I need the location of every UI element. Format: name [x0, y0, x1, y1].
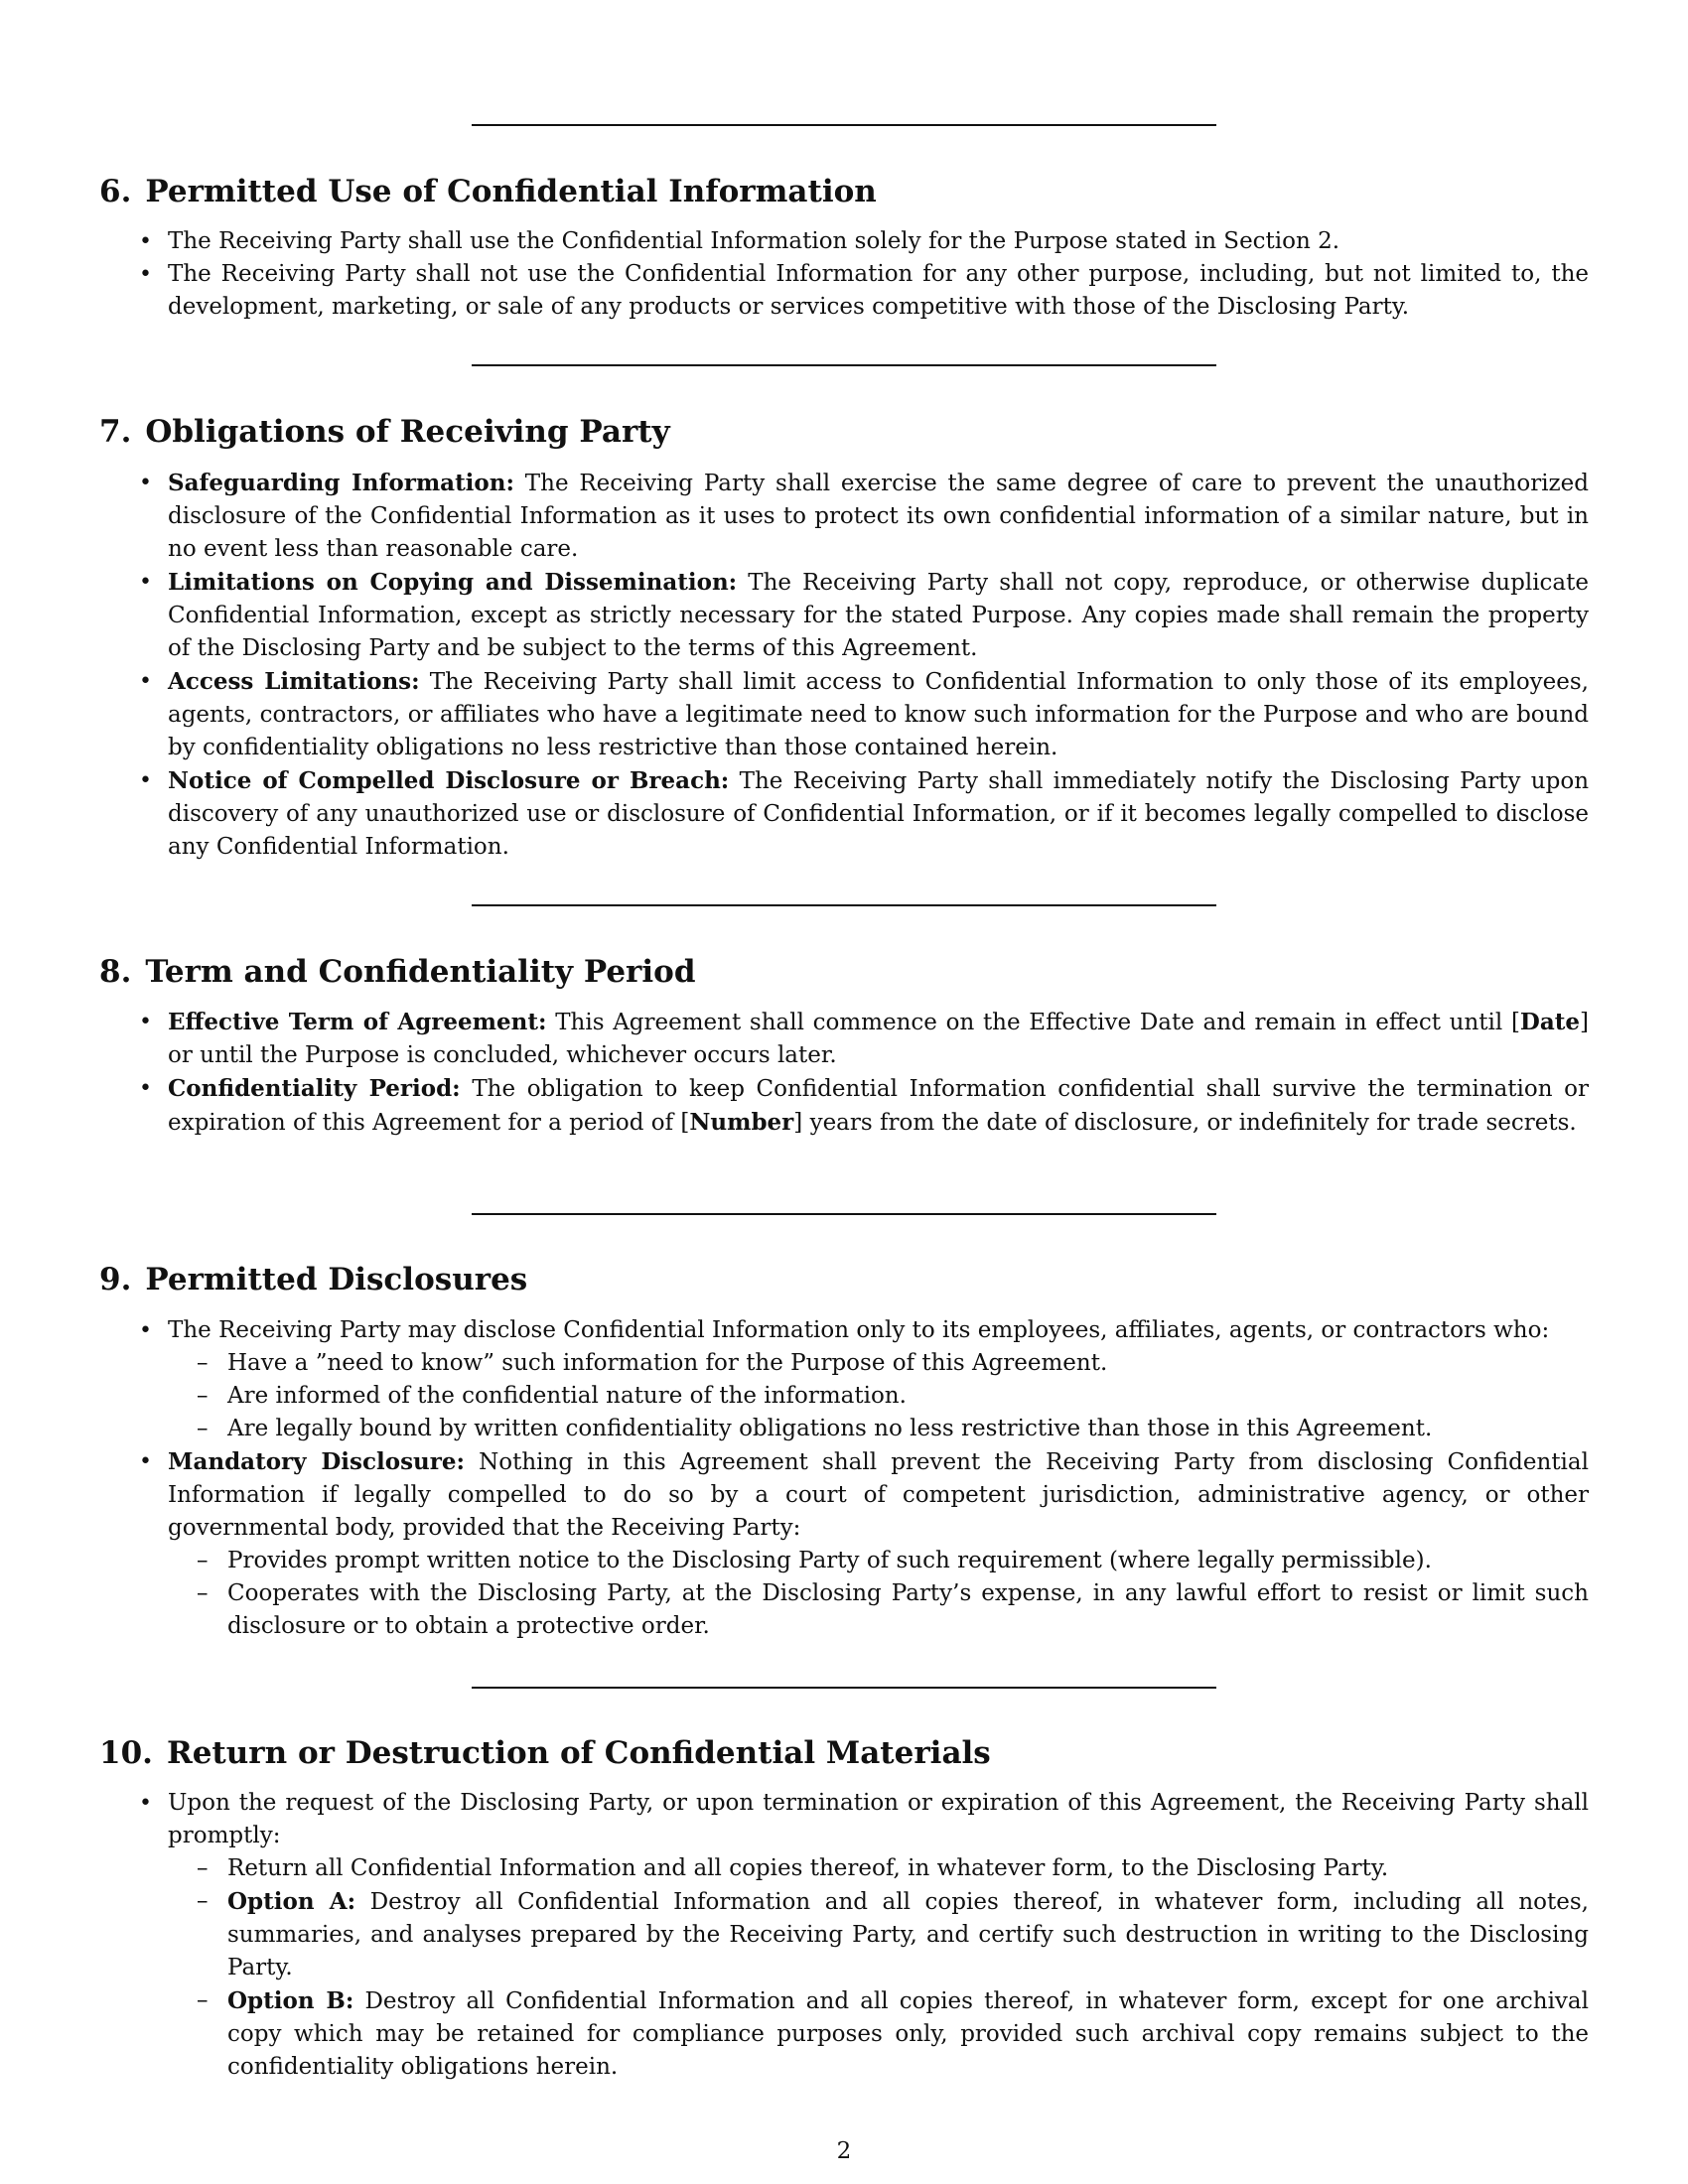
item-text: ] years from the date of disclosure, or indefinitely for trade secrets. [793, 1110, 1577, 1136]
sub-list-item [168, 1984, 1589, 2084]
section-7-list [99, 467, 1589, 864]
option-label: Option A: [227, 1888, 356, 1915]
list-item [99, 1787, 1589, 2084]
item-text: Return all Confidential Information and all copies thereof, in whatever form, to the Disclosing Party. [227, 1855, 1389, 1881]
section-8-list [99, 1006, 1589, 1140]
item-text: Are informed of the confidential nature of the information. [227, 1383, 907, 1409]
item-label: Confidentiality Period: [168, 1075, 461, 1102]
item-text: Cooperates with the Disclosing Party, at the Disclosing Party’s expense, in any lawful effort to resist or limit such disclosure or to obtain a protective order. [227, 1580, 1589, 1639]
section-10-list [99, 1787, 1589, 2084]
item-text: The Receiving Party shall limit access to Confidential Information to only those of its employees, agents, contractors, or affiliates who have a legitimate need to know such information for the Purpose and who are bound by confidentiality obligations no less restrictive than those contained herein. [168, 669, 1589, 760]
section-title: Permitted Use of Confidential Information [145, 174, 877, 209]
section-divider [472, 124, 1216, 126]
sub-list-item [168, 1413, 1589, 1445]
sub-list [168, 1545, 1589, 1643]
section-8-heading [99, 952, 696, 992]
sub-list-item [168, 1577, 1589, 1643]
item-text: The Receiving Party shall not copy, reproduce, or otherwise duplicate Confidential Information, except as strictly necessary for the stated Purpose. Any copies made shall remain the property of the Disclosing Party and be subject to the terms of this Agreement. [168, 570, 1590, 661]
list-item [99, 1072, 1589, 1140]
list-item [99, 1445, 1589, 1643]
item-text: Provides prompt written notice to the Disclosing Party of such requirement (where legally permissible). [227, 1548, 1432, 1573]
sub-list [168, 1852, 1589, 2084]
list-item [99, 225, 1589, 258]
item-text: The obligation to keep Confidential Information confidential shall survive the termination or expiration of this Agreement for a period of [ [168, 1076, 1590, 1136]
item-text: Are legally bound by written confidentiality obligations no less restrictive than those in this Agreement. [227, 1416, 1433, 1441]
section-9-list [99, 1314, 1589, 1643]
item-text: The Receiving Party shall exercise the same degree of care to prevent the unauthorized disclosure of the Confidential Information as it uses to protect its own confidential information of a similar nature, but in no event less than reasonable care. [168, 471, 1590, 562]
section-title: Permitted Disclosures [145, 1262, 528, 1297]
section-7-heading [99, 412, 670, 452]
option-label: Option B: [227, 1987, 354, 2014]
item-text: ] or until the Purpose is concluded, whichever occurs later. [168, 1010, 1590, 1068]
section-divider [472, 364, 1216, 366]
sub-list-item [168, 1545, 1589, 1577]
item-text: Upon the request of the Disclosing Party, or upon termination or expiration of this Agreement, the Receiving Party shall promptly: [168, 1790, 1589, 1848]
list-item [99, 258, 1589, 324]
sub-list [168, 1347, 1589, 1445]
item-label: Access Limitations: [168, 668, 420, 695]
section-divider [472, 904, 1216, 906]
section-divider [472, 1213, 1216, 1215]
section-number: 10. [99, 1735, 153, 1771]
date-placeholder: Date [1519, 1009, 1581, 1035]
sub-list-item [168, 1380, 1589, 1413]
item-text: This Agreement shall commence on the Effective Date and remain in effect until [ [555, 1010, 1520, 1035]
item-text: The Receiving Party shall not use the Confidential Information for any other purpose, including, but not limited to, the development, marketing, or sale of any products or services competitive with those of the Disclosing Party. [168, 261, 1589, 320]
list-item [99, 764, 1589, 864]
list-item [99, 665, 1589, 764]
document-page [99, 0, 1589, 2184]
section-title: Obligations of Receiving Party [145, 414, 670, 450]
section-number: 6. [99, 174, 132, 209]
item-label: Notice of Compelled Disclosure or Breach: [168, 767, 730, 794]
item-text: Have a ”need to know” such information for the Purpose of this Agreement. [227, 1350, 1108, 1376]
list-item [99, 1314, 1589, 1445]
sub-list-item [168, 1852, 1589, 1885]
item-text: Destroy all Confidential Information and all copies thereof, in whatever form, including all notes, summaries, and analyses prepared by the Receiving Party, and certify such destruction in writing to the Disclosing Party. [227, 1889, 1589, 1980]
item-label: Mandatory Disclosure: [168, 1448, 465, 1475]
page-number: 2 [836, 2138, 852, 2164]
item-text: Nothing in this Agreement shall prevent the Receiving Party from disclosing Confidential Information if legally compelled to do so by a court of competent jurisdiction, administrative agency, or other governmental body, provided that the Receiving Party: [168, 1449, 1589, 1541]
item-text: Destroy all Confidential Information and all copies thereof, in whatever form, except for one archival copy which may be retained for compliance purposes only, provided such archival copy remains subject to the confidentiality obligations herein. [227, 1988, 1589, 2080]
section-divider [472, 1687, 1216, 1689]
section-number: 9. [99, 1262, 132, 1297]
section-6-heading [99, 172, 877, 211]
section-title: Return or Destruction of Confidential Materials [166, 1735, 991, 1771]
item-label: Limitations on Copying and Dissemination: [168, 569, 738, 596]
section-number: 8. [99, 954, 132, 990]
section-number: 7. [99, 414, 132, 450]
number-placeholder: Number [689, 1109, 794, 1136]
item-label: Effective Term of Agreement: [168, 1009, 547, 1035]
section-6-list [99, 225, 1589, 324]
sub-list-item [168, 1885, 1589, 1984]
section-title: Term and Confidentiality Period [145, 954, 696, 990]
list-item [99, 467, 1589, 566]
section-10-heading [99, 1733, 991, 1773]
section-9-heading [99, 1260, 527, 1299]
list-item [99, 566, 1589, 665]
item-text: The Receiving Party shall immediately notify the Disclosing Party upon discovery of any unauthorized use or disclosure of Confidential Information, or if it becomes legally compelled to disclose any Confidential Information. [168, 768, 1590, 860]
item-text: The Receiving Party shall use the Confidential Information solely for the Purpose stated in Section 2. [168, 228, 1340, 254]
item-label: Safeguarding Information: [168, 470, 514, 496]
sub-list-item [168, 1347, 1589, 1380]
item-text: The Receiving Party may disclose Confidential Information only to its employees, affiliates, agents, or contractors who: [168, 1317, 1550, 1343]
list-item [99, 1006, 1589, 1072]
